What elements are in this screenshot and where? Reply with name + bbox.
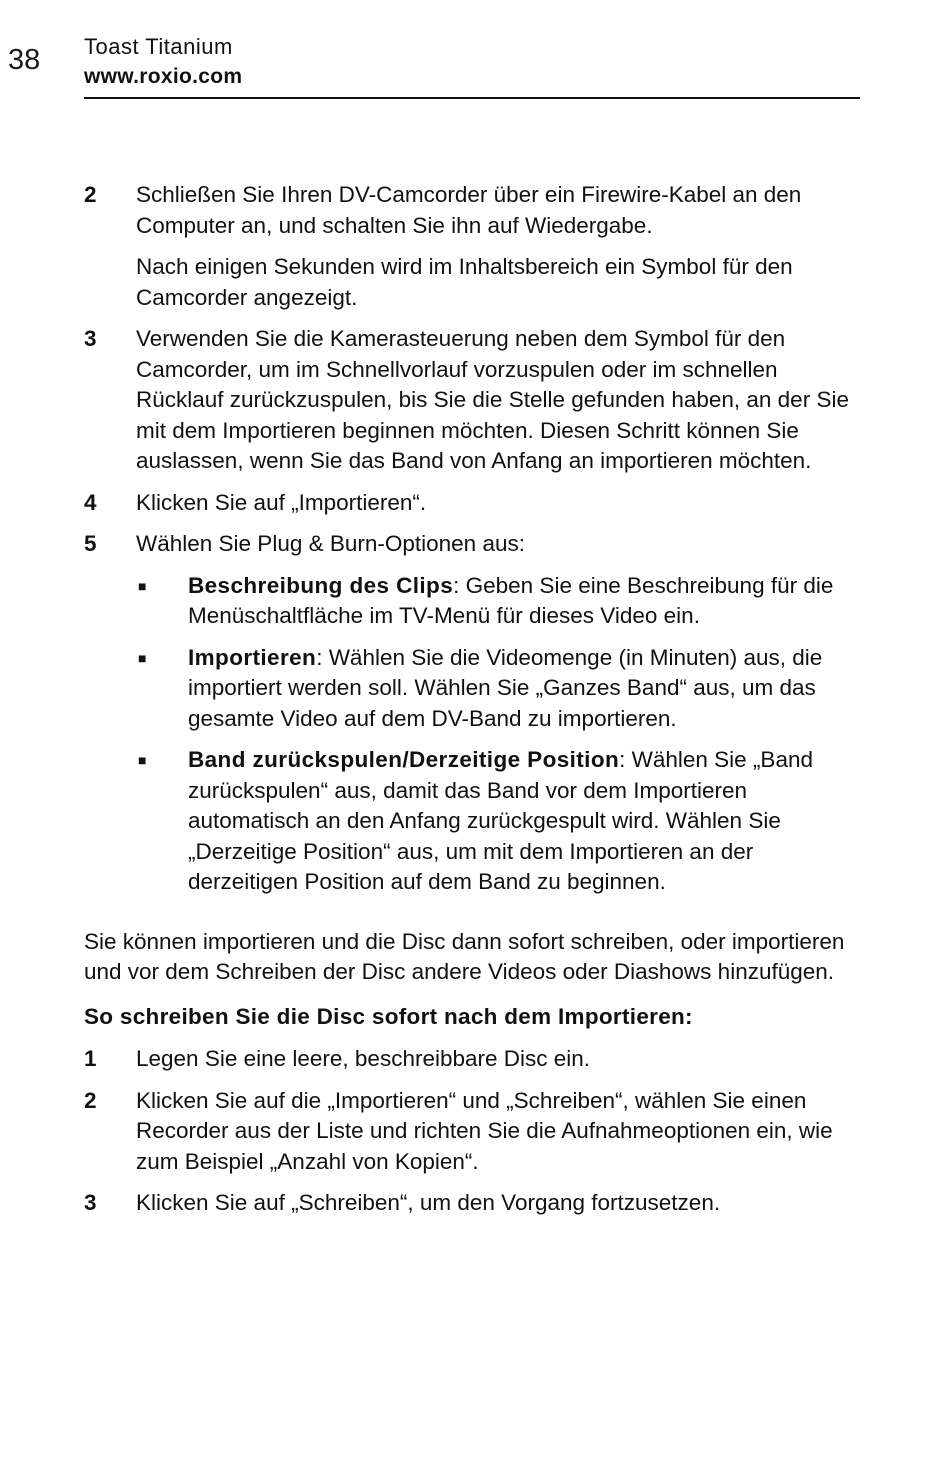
- step-text: Wählen Sie Plug & Burn-Optionen aus:: [136, 531, 525, 556]
- step-number: 2: [84, 1087, 97, 1113]
- step-item: [84, 1086, 864, 1178]
- list-item: [136, 643, 864, 735]
- step-body: [136, 1044, 864, 1075]
- step-text: Nach einigen Sekunden wird im Inhaltsbereich ein Symbol für den Camcorder angezeigt.: [136, 254, 793, 310]
- page-number: 38: [8, 44, 41, 76]
- bullet-text: [188, 745, 864, 898]
- section-subheading: So schreiben Sie die Disc sofort nach dem Importieren:: [84, 1003, 693, 1029]
- step-item: [84, 1044, 864, 1075]
- step-body: [136, 324, 864, 477]
- step-number: 5: [84, 531, 97, 556]
- step-text: Schließen Sie Ihren DV-Camcorder über ein Firewire-Kabel an den Computer an, und schalten Sie ihn auf Wiedergabe.: [136, 182, 802, 238]
- page-content: [84, 180, 864, 1230]
- step-body: [136, 1086, 864, 1178]
- step-body: [136, 180, 864, 313]
- step-text: Legen Sie eine leere, beschreibbare Disc ein.: [136, 1046, 591, 1071]
- step-body: [136, 1188, 864, 1219]
- bullet-text: [188, 571, 864, 632]
- option-description: : Wählen Sie „Band zurückspulen“ aus, damit das Band vor dem Importieren automatisch an den Anfang zurückgespult wird. Wählen Sie „Derzeitige Position“ aus, um mit dem Importieren an der derzeitigen Position auf dem Band zu beginnen.: [188, 747, 813, 894]
- step-number: 3: [84, 326, 97, 351]
- step-text: Klicken Sie auf „Schreiben“, um den Vorgang fortzusetzen.: [136, 1190, 721, 1215]
- option-description: : Wählen Sie die Videomenge (in Minuten) aus, die importiert werden soll. Wählen Sie „Ganzes Band“ aus, um das gesamte Video auf dem DV-Band zu importieren.: [188, 644, 823, 731]
- step-body: [136, 529, 864, 909]
- step-number: 1: [84, 1046, 97, 1071]
- step-item: [84, 1188, 864, 1219]
- step-item: [84, 180, 864, 313]
- step-number: 3: [84, 1190, 97, 1215]
- body-paragraph: Sie können importieren und die Disc dann sofort schreiben, oder importieren und vor dem Schreiben der Disc andere Videos oder Diashows hinzufügen.: [84, 928, 845, 984]
- square-bullet-icon: ■: [138, 649, 147, 666]
- header-title: Toast Titanium: [84, 34, 233, 59]
- step-text: Klicken Sie auf die „Importieren“ und „Schreiben“, wählen Sie einen Recorder aus der Liste und richten Sie die Aufnahmeoptionen ein, wie zum Beispiel „Anzahl von Kopien“.: [136, 1087, 833, 1174]
- list-item: [136, 745, 864, 898]
- option-term: Beschreibung des Clips: [188, 572, 454, 598]
- step-body: [136, 488, 864, 519]
- square-bullet-icon: ■: [138, 752, 147, 768]
- option-term: Importieren: [188, 644, 317, 670]
- bullet-text: [188, 643, 864, 735]
- page-header: [84, 32, 860, 92]
- header-url: www.roxio.com: [84, 65, 243, 88]
- step-item: [84, 324, 864, 477]
- option-term: Band zurückspulen/Derzeitige Position: [188, 747, 620, 772]
- list-item: [136, 571, 864, 632]
- header-divider: [84, 97, 860, 99]
- step-number: 2: [84, 182, 97, 207]
- square-bullet-icon: ■: [138, 577, 147, 594]
- step-text: Verwenden Sie die Kamerasteuerung neben dem Symbol für den Camcorder, um im Schnellvorlauf vorzuspulen oder im schnellen Rücklauf zurückzuspulen, bis Sie die Stelle gefunden haben, an der Sie mit dem Importieren beginnen möchten. Diesen Schritt können Sie auslassen, wenn Sie das Band von Anfang an importieren möchten.: [136, 326, 849, 473]
- step-number: 4: [84, 489, 97, 515]
- step-item: [84, 529, 864, 909]
- options-list: [136, 571, 864, 898]
- step-text: Klicken Sie auf „Importieren“.: [136, 489, 427, 515]
- step-item: [84, 488, 864, 519]
- option-description: : Geben Sie eine Beschreibung für die Menüschaltfläche im TV-Menü für dieses Video ein.: [188, 572, 834, 628]
